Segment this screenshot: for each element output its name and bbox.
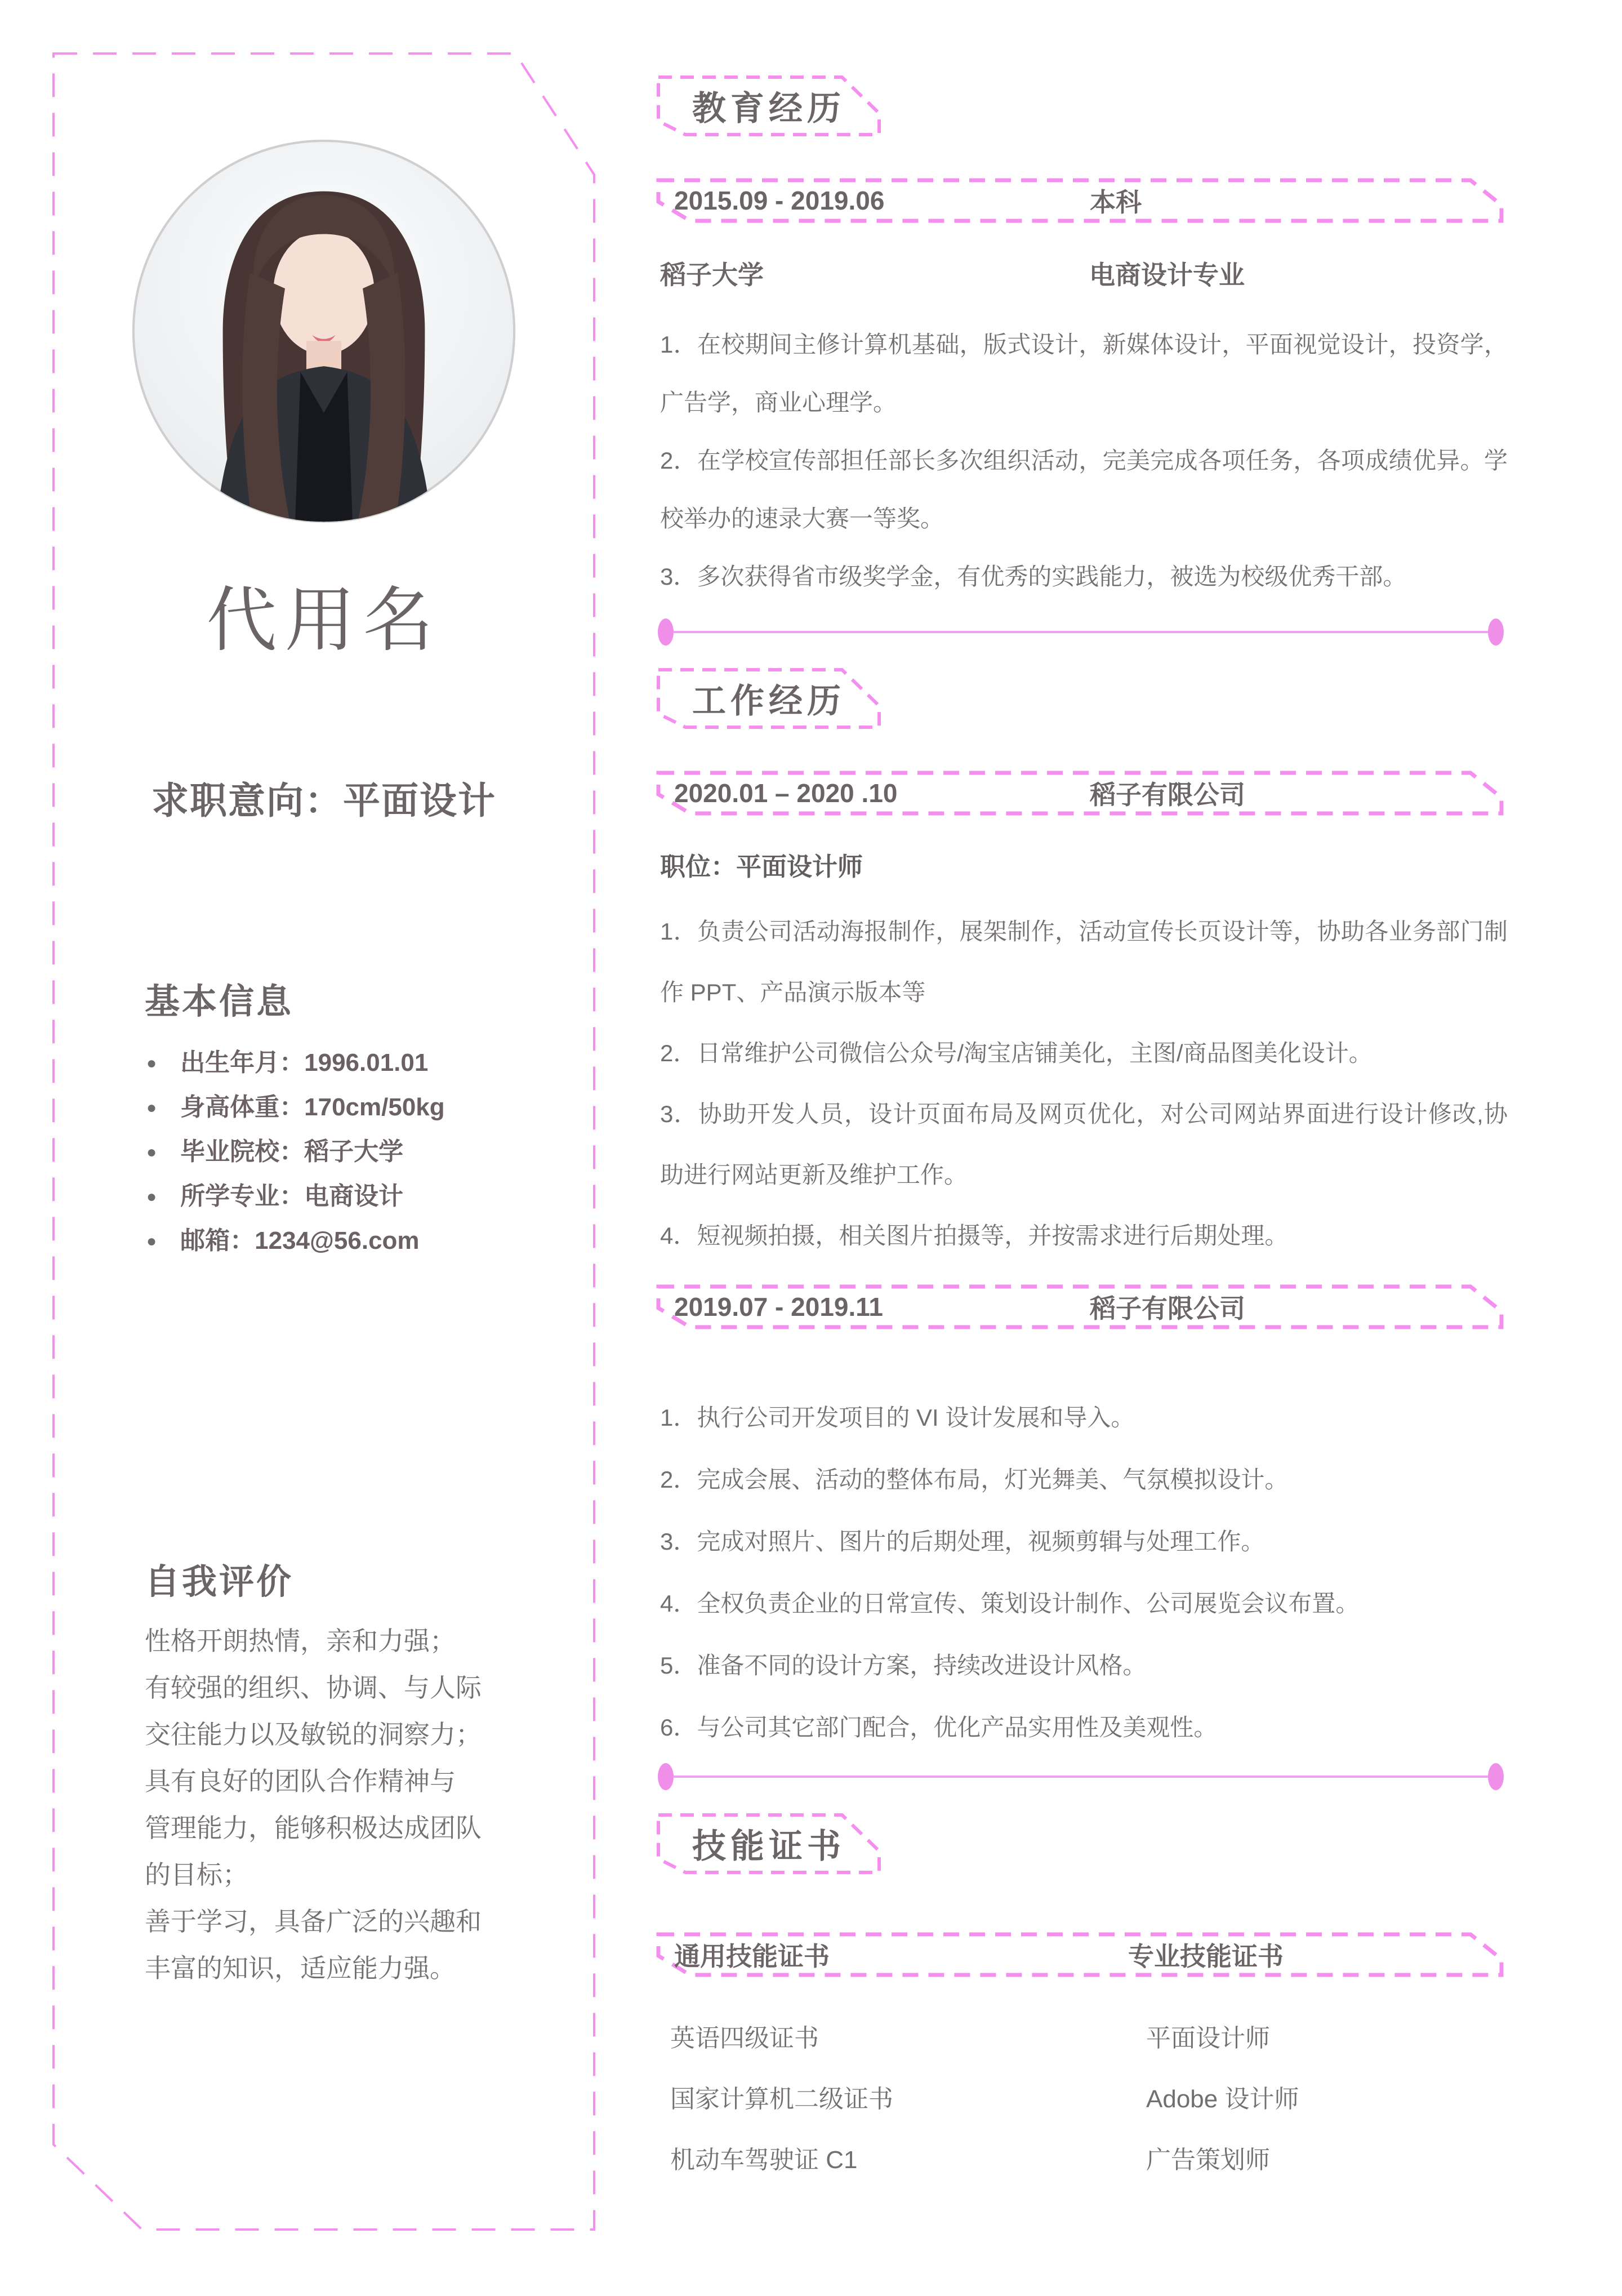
certs-header-row — [656, 1932, 1504, 1977]
profile-photo — [130, 137, 518, 526]
cert-item: 英语四级证书 — [670, 2024, 819, 2052]
work-item: 5．准备不同的设计方案，持续改进设计风格。 — [660, 1652, 1147, 1679]
job-period: 2019.07 - 2019.11 — [674, 1292, 883, 1321]
basic-info-title: 基本信息 — [145, 982, 294, 1021]
self-eval-line: 有较强的组织、协调、与人际 — [145, 1673, 482, 1702]
education-degree: 本科 — [1090, 188, 1142, 217]
self-eval-line: 交往能力以及敏锐的洞察力； — [145, 1720, 482, 1749]
education-major: 电商设计专业 — [1089, 260, 1245, 290]
skills-section-title: 技能证书 — [692, 1827, 845, 1865]
job-intention: 求职意向：平面设计 — [151, 780, 496, 821]
bullet-icon: ● — [146, 1098, 157, 1117]
self-eval-line: 性格开朗热情，亲和力强； — [145, 1626, 456, 1656]
job-period-box — [656, 771, 1504, 816]
education-item: 3．多次获得省市级奖学金，有优秀的实践能力，被选为校级优秀干部。 — [660, 563, 1407, 590]
bullet-icon: ● — [146, 1232, 157, 1251]
section-divider — [662, 631, 1499, 633]
education-school-row — [660, 255, 1505, 292]
general-certs-title: 通用技能证书 — [674, 1942, 830, 1971]
basic-info-text: 身高体重：170cm/50kg — [180, 1093, 445, 1121]
work-item: 3．协助开发人员，设计页面布局及网页优化，对公司网站界面进行设计修改,协助进行网站更新及维护工作。 — [660, 1101, 1508, 1188]
work-item: 4．全权负责企业的日常宣传、策划设计制作、公司展览会议布置。 — [660, 1590, 1360, 1617]
cert-item: 广告策划师 — [1146, 2146, 1270, 2174]
work-item: 6．与公司其它部门配合，优化产品实用性及美观性。 — [660, 1714, 1218, 1741]
basic-info-list — [146, 1041, 445, 1263]
certs-header-box — [656, 1932, 1504, 1977]
education-items — [660, 315, 1508, 606]
job-company: 稻子有限公司 — [1090, 1294, 1245, 1323]
education-item: 1．在校期间主修计算机基础，版式设计，新媒体设计，平面视觉设计，投资学，广告学，商业心理学。 — [660, 331, 1508, 416]
bullet-icon: ● — [146, 1054, 157, 1073]
self-eval-line: 善于学习，具备广泛的兴趣和 — [145, 1907, 482, 1936]
self-eval-line: 具有良好的团队合作精神与 — [145, 1767, 456, 1796]
work-items — [660, 901, 1508, 1266]
work-item: 4．短视频拍摄，相关图片拍摄等，并按需求进行后期处理。 — [660, 1222, 1289, 1249]
professional-certs-title: 专业技能证书 — [1128, 1942, 1284, 1971]
skills-section-header — [656, 1813, 881, 1875]
basic-info-text: 出生年月：1996.01.01 — [180, 1049, 429, 1076]
job-company: 稻子有限公司 — [1090, 780, 1245, 809]
education-period-row — [656, 178, 1504, 223]
cert-item: 平面设计师 — [1146, 2024, 1270, 2052]
work-item: 2．完成会展、活动的整体布局，灯光舞美、气氛模拟设计。 — [660, 1466, 1289, 1493]
basic-info-item — [146, 1174, 445, 1219]
education-period-box — [656, 178, 1504, 223]
job-period: 2020.01 – 2020 .10 — [674, 778, 898, 808]
self-eval-line: 的目标； — [145, 1860, 248, 1889]
professional-certs-list — [1146, 2008, 1299, 2191]
work-item: 1．执行公司开发项目的 VI 设计发展和导入。 — [660, 1404, 1135, 1431]
cert-item: 机动车驾驶证 C1 — [670, 2146, 858, 2174]
work-section-header — [656, 668, 881, 729]
cert-item: 国家计算机二级证书 — [670, 2085, 893, 2113]
job-period-row — [656, 771, 1504, 816]
candidate-name: 代用名 — [206, 581, 442, 660]
work-section-title: 工作经历 — [692, 682, 845, 720]
work-item: 2．日常维护公司微信公众号/淘宝店铺美化，主图/商品图美化设计。 — [660, 1040, 1373, 1066]
basic-info-item — [146, 1041, 445, 1085]
bullet-icon: ● — [146, 1143, 157, 1162]
job-period-box — [656, 1284, 1504, 1329]
work-item: 3．完成对照片、图片的后期处理，视频剪辑与处理工作。 — [660, 1528, 1265, 1555]
education-item: 2．在学校宣传部担任部长多次组织活动，完美完成各项任务，各项成绩优异。学校举办的速录大赛一等奖。 — [660, 447, 1508, 532]
education-school: 稻子大学 — [660, 260, 764, 290]
bullet-icon: ● — [146, 1187, 157, 1206]
self-eval-title: 自我评价 — [145, 1563, 294, 1601]
job-period-row — [656, 1284, 1504, 1329]
job-position: 职位：平面设计师 — [660, 852, 863, 881]
portrait-illustration — [130, 137, 518, 526]
education-section-header — [656, 75, 881, 137]
basic-info-text: 所学专业：电商设计 — [180, 1182, 404, 1210]
basic-info-item — [146, 1219, 445, 1263]
self-eval-text — [145, 1618, 595, 1992]
basic-info-item — [146, 1130, 445, 1174]
basic-info-text: 邮箱：1234@56.com — [180, 1227, 420, 1254]
education-section-title: 教育经历 — [692, 90, 845, 127]
basic-info-text: 毕业院校：稻子大学 — [180, 1138, 404, 1165]
education-period: 2015.09 - 2019.06 — [674, 186, 885, 215]
self-eval-line: 丰富的知识，适应能力强。 — [145, 1954, 456, 1983]
work-items — [660, 1387, 1508, 1759]
general-certs-list — [670, 2008, 893, 2191]
section-divider — [662, 1776, 1499, 1778]
cert-item: Adobe 设计师 — [1146, 2085, 1299, 2113]
self-eval-line: 管理能力，能够积极达成团队 — [145, 1813, 482, 1843]
work-item: 1．负责公司活动海报制作，展架制作，活动宣传长页设计等，协助各业务部门制作 PPT、产品演示版本等 — [660, 918, 1508, 1005]
basic-info-item — [146, 1085, 445, 1130]
